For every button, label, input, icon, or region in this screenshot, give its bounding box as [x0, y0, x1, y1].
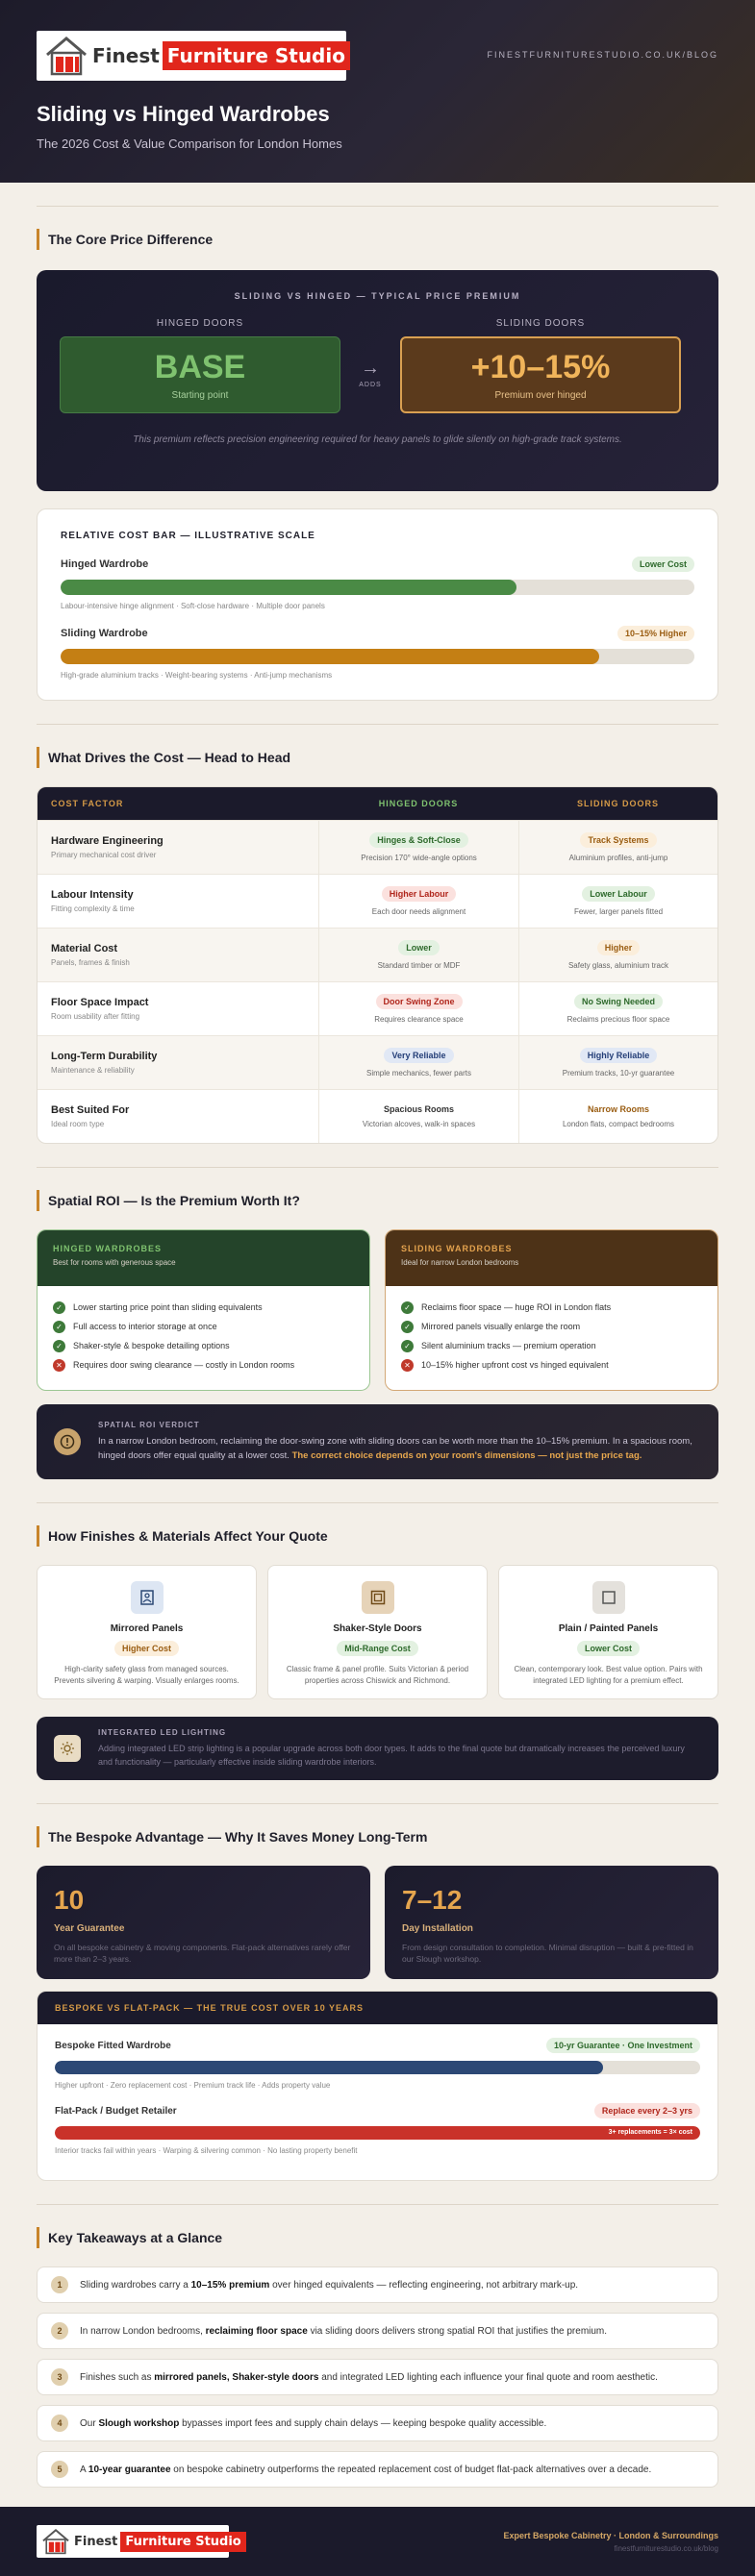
sliding-label: SLIDING DOORS [495, 318, 586, 329]
table-header [38, 787, 717, 820]
takeaway-number: 1 [51, 2276, 68, 2293]
compare-fill [55, 2061, 603, 2074]
factor-name: Best Suited For [51, 1104, 130, 1116]
roi-verdict [37, 1404, 718, 1479]
list-item: ✓ Silent aluminium tracks — premium operation [401, 1336, 702, 1355]
table-row [38, 820, 717, 874]
list-item: ✓ Lower starting price point than sliding equivalents [53, 1298, 354, 1317]
hinged-caption: Starting point [171, 390, 229, 401]
cross-icon: ✕ [53, 1359, 65, 1372]
mirror-icon [131, 1581, 164, 1614]
compare-badge: Replace every 2–3 yrs [594, 2103, 700, 2118]
takeaways-section [0, 2224, 755, 2488]
compare-badge: 10-yr Guarantee · One Investment [546, 2038, 700, 2053]
price-premium-card [37, 270, 718, 491]
check-icon: ✓ [401, 1340, 414, 1352]
stat-label: Day Installation [402, 1923, 473, 1934]
check-icon: ✓ [401, 1301, 414, 1314]
logo-word-finest: Finest [92, 44, 160, 67]
verdict-text: In a narrow London bedroom, reclaiming the door-swing zone with sliding doors can be worth more than the 10–15% premium. In a spacious room, hinged doors offer equal quality at a lower cost. The correct choice depends on your room's dimensions — not just the price tag. [98, 1436, 692, 1461]
column-header: SLIDING DOORS [576, 799, 659, 808]
roi-card-title: HINGED WARDROBES [53, 1244, 163, 1253]
led-lighting-banner [37, 1717, 718, 1780]
compare-fill: 3+ replacements = 3× cost [55, 2126, 700, 2140]
sliding-value: Lower Labour [582, 886, 655, 902]
roi-card-subtitle: Ideal for narrow London bedrooms [401, 1258, 519, 1267]
sliding-sub: London flats, compact bedrooms [562, 1120, 675, 1128]
factor-name: Hardware Engineering [51, 835, 164, 847]
list-item: ✓ Full access to interior storage at once [53, 1317, 354, 1336]
column-header: COST FACTOR [51, 799, 124, 808]
page-footer [0, 2507, 755, 2576]
check-icon: ✓ [53, 1301, 65, 1314]
table-row [38, 1035, 717, 1089]
stat-number: 7–12 [402, 1885, 463, 1915]
sliding-sub: Fewer, larger panels fitted [573, 907, 664, 916]
roi-list [386, 1286, 717, 1388]
hinged-sub: Victorian alcoves, walk-in spaces [362, 1120, 476, 1128]
plain-panel-icon [592, 1581, 625, 1614]
hinged-sub: Simple mechanics, fewer parts [366, 1069, 471, 1077]
hinged-value: Hinges & Soft-Close [369, 832, 468, 848]
section-title: How Finishes & Materials Affect Your Quote [37, 1523, 718, 1549]
stat-card [385, 1866, 718, 1979]
house-logo-icon [41, 2528, 70, 2555]
finish-cost-badge: Lower Cost [577, 1641, 640, 1656]
finish-name: Mirrored Panels [110, 1623, 184, 1634]
finish-card [498, 1565, 718, 1699]
hero-header [0, 0, 755, 183]
price-section [0, 226, 755, 701]
table-body [38, 820, 717, 1143]
section-title: Key Takeaways at a Glance [37, 2224, 718, 2251]
compare-row [55, 2103, 700, 2155]
stat-number: 10 [54, 1885, 85, 1915]
section-title: The Bespoke Advantage — Why It Saves Money Long-Term [37, 1823, 718, 1850]
takeaway-text: Finishes such as mirrored panels, Shaker-style doors and integrated LED lighting each influence your final quote and room aesthetic. [80, 2371, 658, 2383]
cost-bar-track [61, 580, 694, 595]
sliding-value: Narrow Rooms [587, 1104, 649, 1114]
takeaway-number: 4 [51, 2415, 68, 2432]
compare-track [55, 2126, 700, 2140]
cost-bar-name: Sliding Wardrobe [61, 628, 148, 639]
compare-name: Flat-Pack / Budget Retailer [55, 2105, 177, 2117]
factor-sub: Room usability after fitting [51, 1012, 140, 1021]
roi-card-subtitle: Best for rooms with generous space [53, 1258, 176, 1267]
cost-driver-table [37, 786, 718, 1144]
bespoke-section [0, 1823, 755, 2181]
list-item: ✕ 10–15% higher upfront cost vs hinged equivalent [401, 1355, 702, 1375]
sliding-value: +10–15% [470, 349, 611, 385]
takeaway-item [37, 2266, 718, 2303]
hinged-value: Spacious Rooms [383, 1104, 454, 1114]
arrow-right-icon: → [361, 358, 380, 379]
adds-caption: ADDS [359, 382, 382, 388]
section-title: The Core Price Difference [37, 226, 718, 253]
footer-logo[interactable] [37, 2525, 241, 2558]
hinged-value: BASE [154, 349, 246, 385]
stat-desc: From design consultation to completion. Minimal disruption — built & pre-fitted in our Slough workshop. [402, 1943, 693, 1964]
section-title: What Drives the Cost — Head to Head [37, 744, 718, 771]
shaker-door-icon [362, 1581, 394, 1614]
info-icon [54, 1428, 81, 1455]
hinged-sub: Requires clearance space [374, 1015, 464, 1024]
cost-bar-row [61, 626, 694, 680]
compare-track [55, 2061, 700, 2074]
list-item: ✓ Shaker-style & bespoke detailing options [53, 1336, 354, 1355]
finish-card [37, 1565, 257, 1699]
led-title: INTEGRATED LED LIGHTING [98, 1728, 227, 1737]
finish-desc: Clean, contemporary look. Best value option. Pairs with integrated LED lighting for a premium effect. [514, 1665, 703, 1685]
sliding-roi-card [385, 1229, 718, 1391]
takeaway-number: 2 [51, 2322, 68, 2340]
finish-name: Shaker-Style Doors [333, 1623, 422, 1634]
sliding-sub: Premium tracks, 10-yr guarantee [562, 1069, 675, 1077]
sliding-value: Higher [597, 940, 641, 955]
cost-bar-card [37, 508, 718, 701]
list-item: ✓ Reclaims floor space — huge ROI in London flats [401, 1298, 702, 1317]
factor-name: Floor Space Impact [51, 997, 149, 1008]
takeaway-text: Sliding wardrobes carry a 10–15% premium over hinged equivalents — reflecting engineering, not arbitrary mark-up. [80, 2279, 579, 2291]
table-row [38, 874, 717, 928]
finish-cost-badge: Higher Cost [114, 1641, 179, 1656]
factor-name: Material Cost [51, 943, 118, 954]
footer-tagline: Expert Bespoke Cabinetry · London & Surroundings [503, 2530, 718, 2540]
takeaway-item [37, 2313, 718, 2349]
cost-bar-title: RELATIVE COST BAR — ILLUSTRATIVE SCALE [61, 531, 315, 541]
finish-desc: High-clarity safety glass from managed sources. Prevents silvering & warping. Visually enlarges rooms. [54, 1665, 239, 1685]
factor-sub: Fitting complexity & time [51, 904, 135, 913]
logo-word-studio: Furniture Studio [120, 2532, 245, 2552]
factor-name: Labour Intensity [51, 889, 134, 901]
factor-sub: Ideal room type [51, 1120, 105, 1128]
hinged-roi-card [37, 1229, 370, 1391]
stat-desc: On all bespoke cabinetry & moving components. Flat-pack alternatives rarely offer more than 2–3 years. [54, 1943, 351, 1964]
light-bulb-icon [54, 1735, 81, 1762]
table-row [38, 928, 717, 981]
factor-name: Long-Term Durability [51, 1051, 158, 1062]
factor-sub: Primary mechanical cost driver [51, 851, 157, 859]
verdict-emphasis: The correct choice depends on your room's dimensions — not just the price tag. [291, 1450, 642, 1461]
brand-logo[interactable] [37, 31, 346, 81]
hinged-value: Lower [398, 940, 440, 955]
blog-url[interactable]: FINESTFURNITURESTUDIO.CO.UK/BLOG [487, 50, 718, 60]
finish-desc: Classic frame & panel profile. Suits Victorian & period properties across Chiswick and Richmond. [286, 1665, 469, 1685]
cost-bar-note: Labour-intensive hinge alignment · Soft-close hardware · Multiple door panels [61, 602, 325, 610]
cost-bar-fill [61, 649, 599, 664]
cost-bar-track [61, 649, 694, 664]
hinged-value: Door Swing Zone [376, 994, 463, 1009]
sliding-sub: Reclaims precious floor space [566, 1015, 670, 1024]
list-item: ✓ Mirrored panels visually enlarge the room [401, 1317, 702, 1336]
hinged-sub: Each door needs alignment [371, 907, 466, 916]
table-row [38, 1089, 717, 1143]
hinged-price-col [60, 318, 340, 413]
finish-card [267, 1565, 488, 1699]
roi-list [38, 1286, 369, 1388]
cost-bar-row [61, 557, 694, 610]
sliding-sub: Aluminium profiles, anti-jump [568, 854, 668, 862]
compare-row [55, 2038, 700, 2090]
cross-icon: ✕ [401, 1359, 414, 1372]
page-title: Sliding vs Hinged Wardrobes [37, 102, 330, 126]
sliding-value: Track Systems [580, 832, 656, 848]
hinged-label: HINGED DOORS [156, 318, 244, 329]
footer-url[interactable]: finestfurniturestudio.co.uk/blog [614, 2543, 718, 2553]
drivers-section [0, 744, 755, 1144]
column-header: HINGED DOORS [378, 799, 459, 808]
finishes-section [0, 1523, 755, 1780]
logo-wordmark [92, 41, 350, 70]
price-note: This premium reflects precision engineering required for heavy panels to glide silently on high-grade track systems. [133, 434, 622, 445]
cost-badge: 10–15% Higher [617, 626, 694, 641]
page-subtitle: The 2026 Cost & Value Comparison for London Homes [37, 136, 342, 151]
compare-title: BESPOKE VS FLAT-PACK — THE TRUE COST OVER 10 YEARS [38, 1992, 717, 2024]
stat-card [37, 1866, 370, 1979]
list-item: ✕ Requires door swing clearance — costly in London rooms [53, 1355, 354, 1375]
cost-badge: Lower Cost [632, 557, 694, 572]
takeaway-text: Our Slough workshop bypasses import fees and supply chain delays — keeping bespoke quality accessible. [80, 2417, 547, 2429]
finish-cost-badge: Mid-Range Cost [337, 1641, 418, 1656]
house-logo-icon [44, 36, 88, 76]
sliding-value: Highly Reliable [580, 1048, 658, 1063]
hinged-value: Very Reliable [384, 1048, 453, 1063]
sliding-price-col [400, 318, 681, 413]
logo-word-studio: Furniture Studio [163, 41, 350, 70]
sliding-value: No Swing Needed [574, 994, 663, 1009]
led-text: Adding integrated LED strip lighting is a popular upgrade across both door types. It adds to the final quote but dramatically increases the perceived luxury and functionality — particularly effective inside sliding wardrobe interiors. [98, 1744, 685, 1767]
hinged-sub: Standard timber or MDF [377, 961, 461, 970]
sliding-price-box [400, 336, 681, 413]
compare-note: Interior tracks fail within years · Warping & silvering common · No lasting property benefit [55, 2146, 358, 2155]
takeaway-number: 3 [51, 2368, 68, 2386]
hinged-price-box [60, 336, 340, 413]
price-card-header: SLIDING VS HINGED — TYPICAL PRICE PREMIUM [234, 291, 521, 301]
logo-word-finest: Finest [74, 2534, 118, 2549]
takeaway-item [37, 2359, 718, 2395]
verdict-title: SPATIAL ROI VERDICT [98, 1421, 200, 1429]
finish-name: Plain / Painted Panels [558, 1623, 659, 1634]
logo-wordmark [74, 2532, 246, 2552]
takeaway-text: In narrow London bedrooms, reclaiming floor space via sliding doors delivers strong spatial ROI that justifies the premium. [80, 2325, 608, 2337]
cost-bar-fill [61, 580, 516, 595]
cost-bar-name: Hinged Wardrobe [61, 558, 149, 570]
section-title: Spatial ROI — Is the Premium Worth It? [37, 1187, 718, 1214]
takeaway-item [37, 2405, 718, 2441]
roi-section [0, 1187, 755, 1479]
check-icon: ✓ [53, 1321, 65, 1333]
stat-label: Year Guarantee [54, 1923, 125, 1934]
hinged-value: Higher Labour [382, 886, 457, 902]
compare-note: Higher upfront · Zero replacement cost · Premium track life · Adds property value [55, 2081, 331, 2090]
factor-sub: Panels, frames & finish [51, 958, 130, 967]
roi-card-title: SLIDING WARDROBES [401, 1244, 513, 1253]
takeaway-item [37, 2451, 718, 2488]
bespoke-vs-flatpack-card [37, 1991, 718, 2181]
sliding-sub: Safety glass, aluminium track [567, 961, 669, 970]
cost-bar-note: High-grade aluminium tracks · Weight-bearing systems · Anti-jump mechanisms [61, 671, 333, 680]
factor-sub: Maintenance & reliability [51, 1066, 135, 1075]
check-icon: ✓ [53, 1340, 65, 1352]
check-icon: ✓ [401, 1321, 414, 1333]
takeaway-number: 5 [51, 2461, 68, 2478]
sliding-caption: Premium over hinged [494, 390, 587, 401]
hinged-sub: Precision 170° wide-angle options [361, 854, 477, 862]
adds-arrow [340, 358, 400, 413]
takeaway-text: A 10-year guarantee on bespoke cabinetry outperforms the repeated replacement cost of budget flat-pack alternatives over a decade. [80, 2464, 652, 2475]
compare-name: Bespoke Fitted Wardrobe [55, 2040, 171, 2051]
table-row [38, 981, 717, 1035]
